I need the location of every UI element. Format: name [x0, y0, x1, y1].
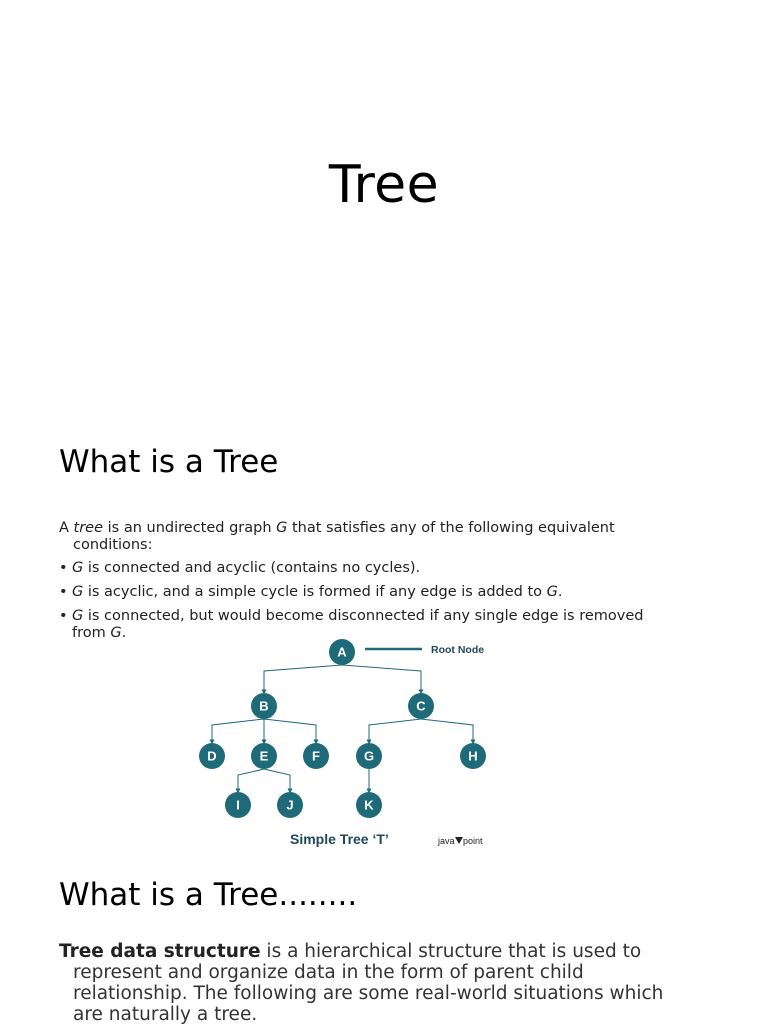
- tree-node-B: [251, 693, 277, 719]
- tree-node-G: [356, 743, 382, 769]
- tree-node-I: [225, 792, 251, 818]
- section-heading-what-is-tree: What is a Tree: [59, 444, 279, 480]
- g-symbol: G: [110, 625, 122, 641]
- intro-tree-term: tree: [73, 520, 104, 536]
- bullet-text: .: [121, 625, 127, 641]
- bullet-text: is connected and acyclic (contains no cycles).: [83, 560, 421, 576]
- g-symbol: G: [546, 584, 558, 600]
- intro-g-symbol: G: [276, 520, 288, 536]
- tree-node-J: [277, 792, 303, 818]
- tree-edge-E-J: [264, 769, 290, 791]
- g-symbol: G: [72, 560, 84, 576]
- bullet-dot-icon: •: [59, 608, 68, 624]
- tree-node-label: F: [312, 748, 320, 764]
- tree-node-K: [356, 792, 382, 818]
- tree-edge-C-G: [369, 719, 421, 742]
- tree-node-label: H: [468, 748, 478, 764]
- logo-text-left: java: [438, 836, 455, 846]
- bullet-text: is connected, but would become disconnected if any single edge is removed: [83, 608, 644, 624]
- bullet-item: [59, 560, 699, 577]
- tree-nodes: [199, 639, 486, 818]
- tree-caption: Simple Tree ‘T’: [290, 831, 389, 847]
- tree-node-label: A: [337, 644, 347, 660]
- tree-node-label: G: [363, 748, 375, 764]
- bullet-item: [59, 584, 699, 601]
- tree-edge-B-D: [212, 719, 264, 742]
- svg-text:point: [463, 836, 483, 846]
- paragraph-text: relationship. The following are some real-world situations which: [73, 983, 664, 1004]
- tree-node-label: J: [286, 797, 294, 813]
- javatpoint-logo: [437, 836, 483, 846]
- tree-node-A: [329, 639, 355, 665]
- tree-node-F: [303, 743, 329, 769]
- bullet-dot-icon: •: [59, 584, 68, 600]
- bullet-text: from: [72, 625, 111, 641]
- bullet-text: .: [557, 584, 563, 600]
- tree-edge-A-B: [264, 665, 342, 692]
- intro-text: is an undirected graph: [103, 520, 277, 536]
- tree-node-D: [199, 743, 225, 769]
- bold-lead-term: Tree data structure: [59, 941, 261, 962]
- g-symbol: G: [72, 584, 84, 600]
- bullet-text: is acyclic, and a simple cycle is formed if any edge is added to: [83, 584, 547, 600]
- paragraph-text: are naturally a tree.: [73, 1004, 258, 1025]
- intro-text-continued: conditions:: [73, 537, 153, 553]
- tree-node-C: [408, 693, 434, 719]
- tree-edge-A-C: [342, 665, 421, 692]
- tree-node-H: [460, 743, 486, 769]
- section-heading-what-is-tree-2: What is a Tree........: [59, 877, 358, 913]
- tree-edge-B-F: [264, 719, 316, 742]
- definition-paragraph: [59, 520, 699, 554]
- tree-edge-C-H: [421, 719, 473, 742]
- tree-node-E: [251, 743, 277, 769]
- g-symbol: G: [72, 608, 84, 624]
- tree-node-label: E: [259, 748, 269, 764]
- logo-text-right: point: [463, 836, 483, 846]
- root-node-label: Root Node: [431, 644, 485, 656]
- tree-data-structure-paragraph: [59, 941, 719, 1025]
- paragraph-text: represent and organize data in the form of parent child: [73, 962, 584, 983]
- tree-diagram: [190, 634, 510, 856]
- tree-node-label: I: [236, 797, 240, 813]
- intro-text: A: [59, 520, 74, 536]
- tree-edges: [212, 665, 473, 791]
- logo-triangle-icon: [455, 837, 463, 844]
- tree-node-label: B: [259, 698, 269, 714]
- svg-text:java: [437, 836, 455, 846]
- paragraph-text: is a hierarchical structure that is used to: [260, 941, 642, 962]
- bullet-dot-icon: •: [59, 560, 68, 576]
- slide-title: Tree: [328, 155, 440, 215]
- intro-text: that satisfies any of the following equivalent: [287, 520, 615, 536]
- tree-node-label: K: [364, 797, 374, 813]
- tree-edge-E-I: [238, 769, 264, 791]
- tree-node-label: C: [416, 698, 426, 714]
- tree-node-label: D: [207, 748, 217, 764]
